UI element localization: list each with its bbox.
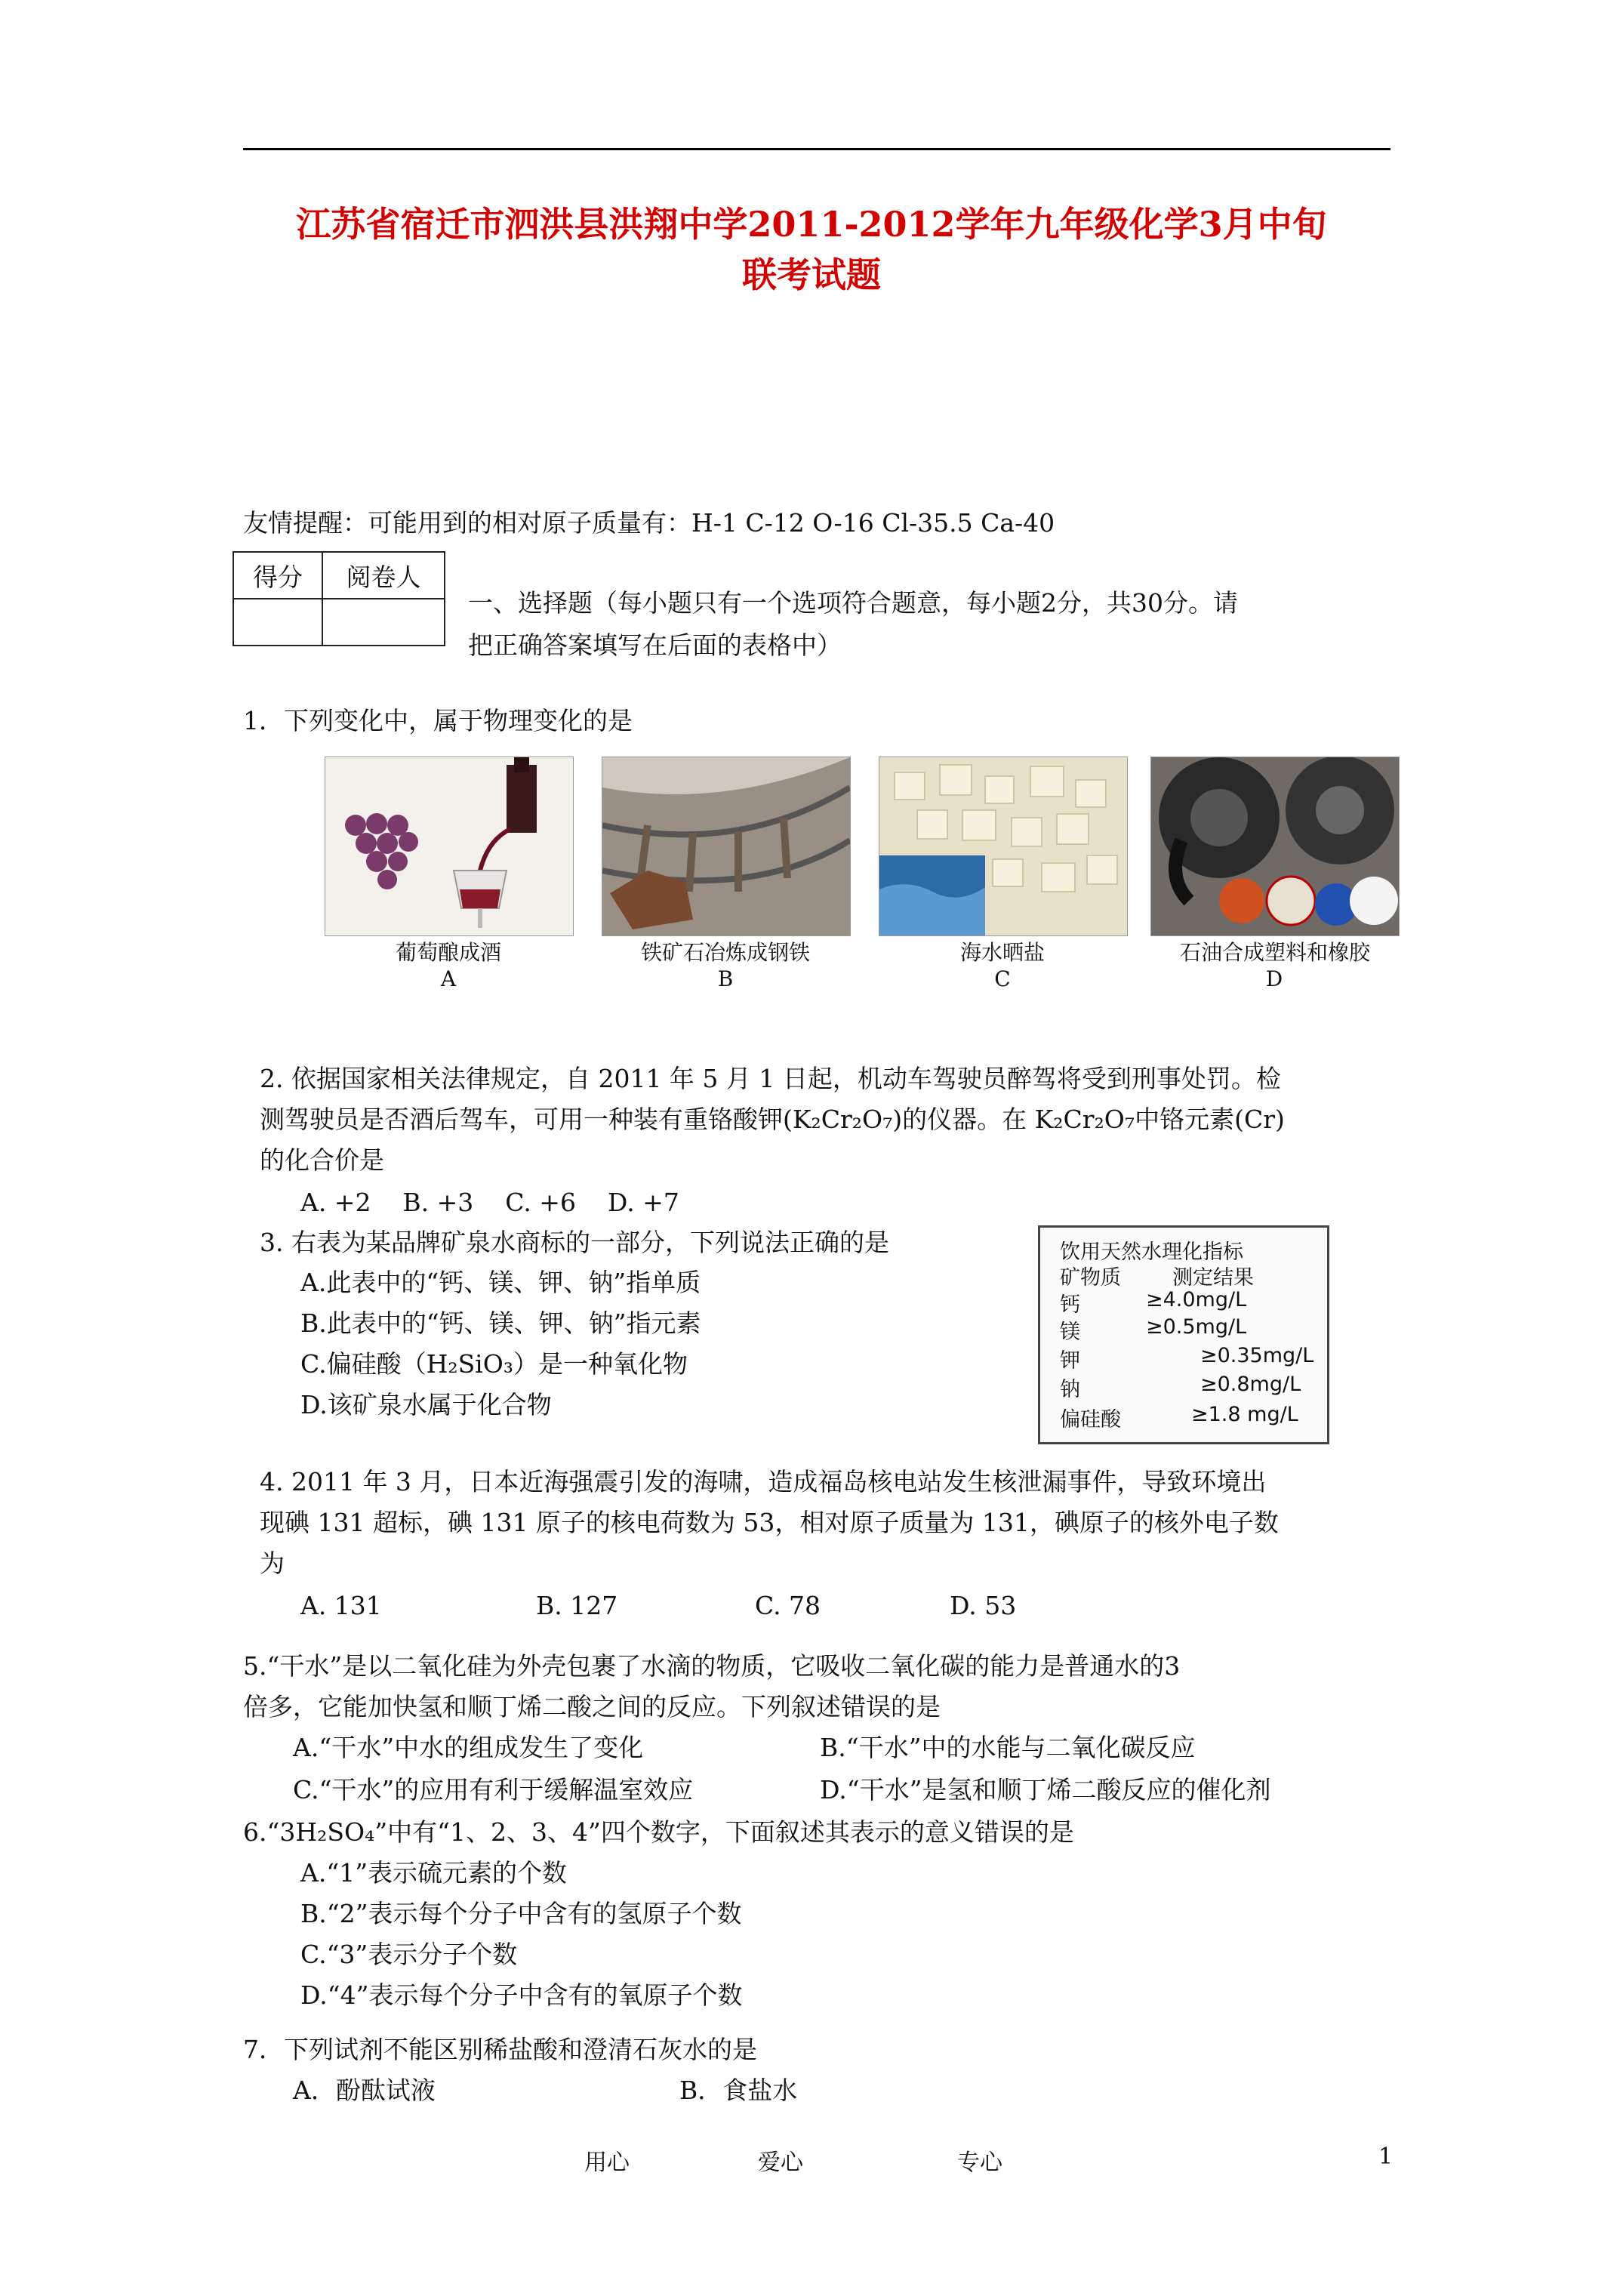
q3-option-c: C.偏硅酸（H₂SiO₃）是一种氧化物 (300, 1349, 688, 1379)
label-row-value: ≥4.0mg/L (1146, 1288, 1247, 1311)
q1-image-c (879, 757, 1128, 936)
score-table (233, 551, 445, 646)
q5-option-a: A.“干水”中水的组成发生了变化 (293, 1733, 644, 1762)
footer-text-b: 爱心 (758, 2150, 803, 2176)
q6-option-c: C.“3”表示分子个数 (300, 1940, 518, 1969)
q6-option-d: D.“4”表示每个分子中含有的氧原子个数 (300, 1980, 743, 2010)
label-row-name: 钙 (1060, 1293, 1080, 1317)
top-rule (243, 148, 1390, 150)
q4-line3: 为 (260, 1549, 285, 1578)
q1-caption-d: 石油合成塑料和橡胶 (1179, 940, 1370, 965)
q1-letter-d: D (1265, 966, 1283, 991)
q5-option-d: D.“干水”是氢和顺丁烯二酸反应的催化剂 (820, 1775, 1271, 1804)
q1-caption-a: 葡萄酿成酒 (395, 940, 501, 965)
mineral-water-label-table (1038, 1225, 1329, 1444)
q4-option-b: B. 127 (536, 1591, 618, 1620)
q1-letter-c: C (994, 966, 1011, 991)
q7-option-a: A．酚酞试液 (293, 2076, 436, 2105)
q1-image-b (602, 757, 851, 936)
q6-option-a: A.“1”表示硫元素的个数 (300, 1858, 568, 1888)
reminder-text: 友情提醒：可能用到的相对原子质量有：H-1 C-12 O-16 Cl-35.5 Ca-40 (243, 508, 1055, 538)
q4-line1: 4. 2011 年 3 月，日本近海强震引发的海啸，造成福岛核电站发生核泄漏事件，导致环境出 (260, 1467, 1267, 1496)
q5-line2: 倍多，它能加快氢和顺丁烯二酸之间的反应。下列叙述错误的是 (243, 1692, 941, 1721)
label-row-name: 钠 (1060, 1378, 1080, 1401)
q1-letter-a: A (440, 966, 457, 991)
label-row-name: 偏硅酸 (1060, 1408, 1121, 1432)
q7-option-b: B．食盐水 (679, 2076, 798, 2105)
q5-option-b: B.“干水”中的水能与二氧化碳反应 (820, 1733, 1196, 1762)
q4-option-a: A. 131 (300, 1591, 382, 1620)
q2-line1: 2. 依据国家相关法律规定，自 2011 年 5 月 1 日起，机动车驾驶员醉驾将受到刑事处罚。检 (260, 1064, 1281, 1093)
label-row-value: ≥0.5mg/L (1146, 1315, 1247, 1339)
q1-image-a (325, 757, 574, 936)
q3-option-a: A.此表中的“钙、镁、钾、钠”指单质 (300, 1268, 701, 1297)
q5-option-c: C.“干水”的应用有利于缓解温室效应 (293, 1775, 694, 1804)
q2-line3: 的化合价是 (260, 1145, 384, 1175)
score-header: 得分 (233, 552, 322, 599)
q2-line2: 测驾驶员是否酒后驾车，可用一种装有重铬酸钾(K₂Cr₂O₇)的仪器。在 K₂Cr₂O₇中铬元素(Cr) (260, 1105, 1285, 1134)
footer-text-a: 用心 (584, 2150, 630, 2176)
q2-options: A. +2 B. +3 C. +6 D. +7 (300, 1188, 679, 1217)
reviewer-cell (322, 599, 445, 646)
q5-line1: 5.“干水”是以二氧化硅为外壳包裹了水滴的物质，它吸收二氧化碳的能力是普通水的3 (243, 1651, 1181, 1681)
q6-stem: 6.“3H₂SO₄”中有“1、2、3、4”四个数字，下面叙述其表示的意义错误的是 (243, 1817, 1074, 1847)
label-row-value: ≥0.8mg/L (1200, 1373, 1301, 1396)
label-row-name: 钾 (1060, 1349, 1080, 1373)
section1-heading-cont: 把正确答案填写在后面的表格中） (468, 630, 842, 660)
label-row-value: ≥1.8 mg/L (1191, 1403, 1298, 1426)
q6-option-b: B.“2”表示每个分子中含有的氢原子个数 (300, 1899, 742, 1928)
q1-caption-b: 铁矿石冶炼成钢铁 (640, 940, 810, 965)
label-table-head-right: 测定结果 (1172, 1266, 1254, 1290)
q4-option-d: D. 53 (950, 1591, 1017, 1620)
q1-caption-c: 海水晒盐 (959, 940, 1045, 965)
grapes-wine-icon (325, 757, 573, 935)
label-table-title: 饮用天然水理化指标 (1060, 1240, 1243, 1264)
label-table-head-left: 矿物质 (1060, 1266, 1121, 1290)
railway-iron-ore-icon (602, 757, 850, 935)
page-title-line1: 江苏省宿迁市泗洪县洪翔中学2011-2012学年九年级化学3月中旬 (296, 204, 1327, 245)
section1-heading: 一、选择题（每小题只有一个选项符合题意，每小题2分，共30分。请 (468, 588, 1238, 618)
q4-option-c: C. 78 (755, 1591, 821, 1620)
q1-stem: 1．下列变化中，属于物理变化的是 (243, 706, 633, 735)
q1-letter-b: B (717, 966, 734, 991)
q7-stem: 7．下列试剂不能区别稀盐酸和澄清石灰水的是 (243, 2035, 757, 2064)
label-row-value: ≥0.35mg/L (1200, 1344, 1314, 1367)
footer-text-c: 专心 (957, 2150, 1002, 2176)
q3-stem: 3. 右表为某品牌矿泉水商标的一部分，下列说法正确的是 (260, 1228, 889, 1257)
sea-salt-icon (879, 757, 1127, 935)
tires-balls-icon (1151, 757, 1399, 935)
q1-image-d (1150, 757, 1400, 936)
page-title-line2: 联考试题 (742, 254, 881, 295)
score-cell (233, 599, 322, 646)
q3-option-b: B.此表中的“钙、镁、钾、钠”指元素 (300, 1308, 701, 1338)
page-number: 1 (1378, 2143, 1394, 2170)
q4-line2: 现碘 131 超标，碘 131 原子的核电荷数为 53，相对原子质量为 131，碘原子的核外电子数 (260, 1508, 1279, 1537)
q3-option-d: D.该矿泉水属于化合物 (300, 1390, 552, 1419)
label-row-name: 镁 (1060, 1321, 1080, 1344)
reviewer-header: 阅卷人 (322, 552, 445, 599)
